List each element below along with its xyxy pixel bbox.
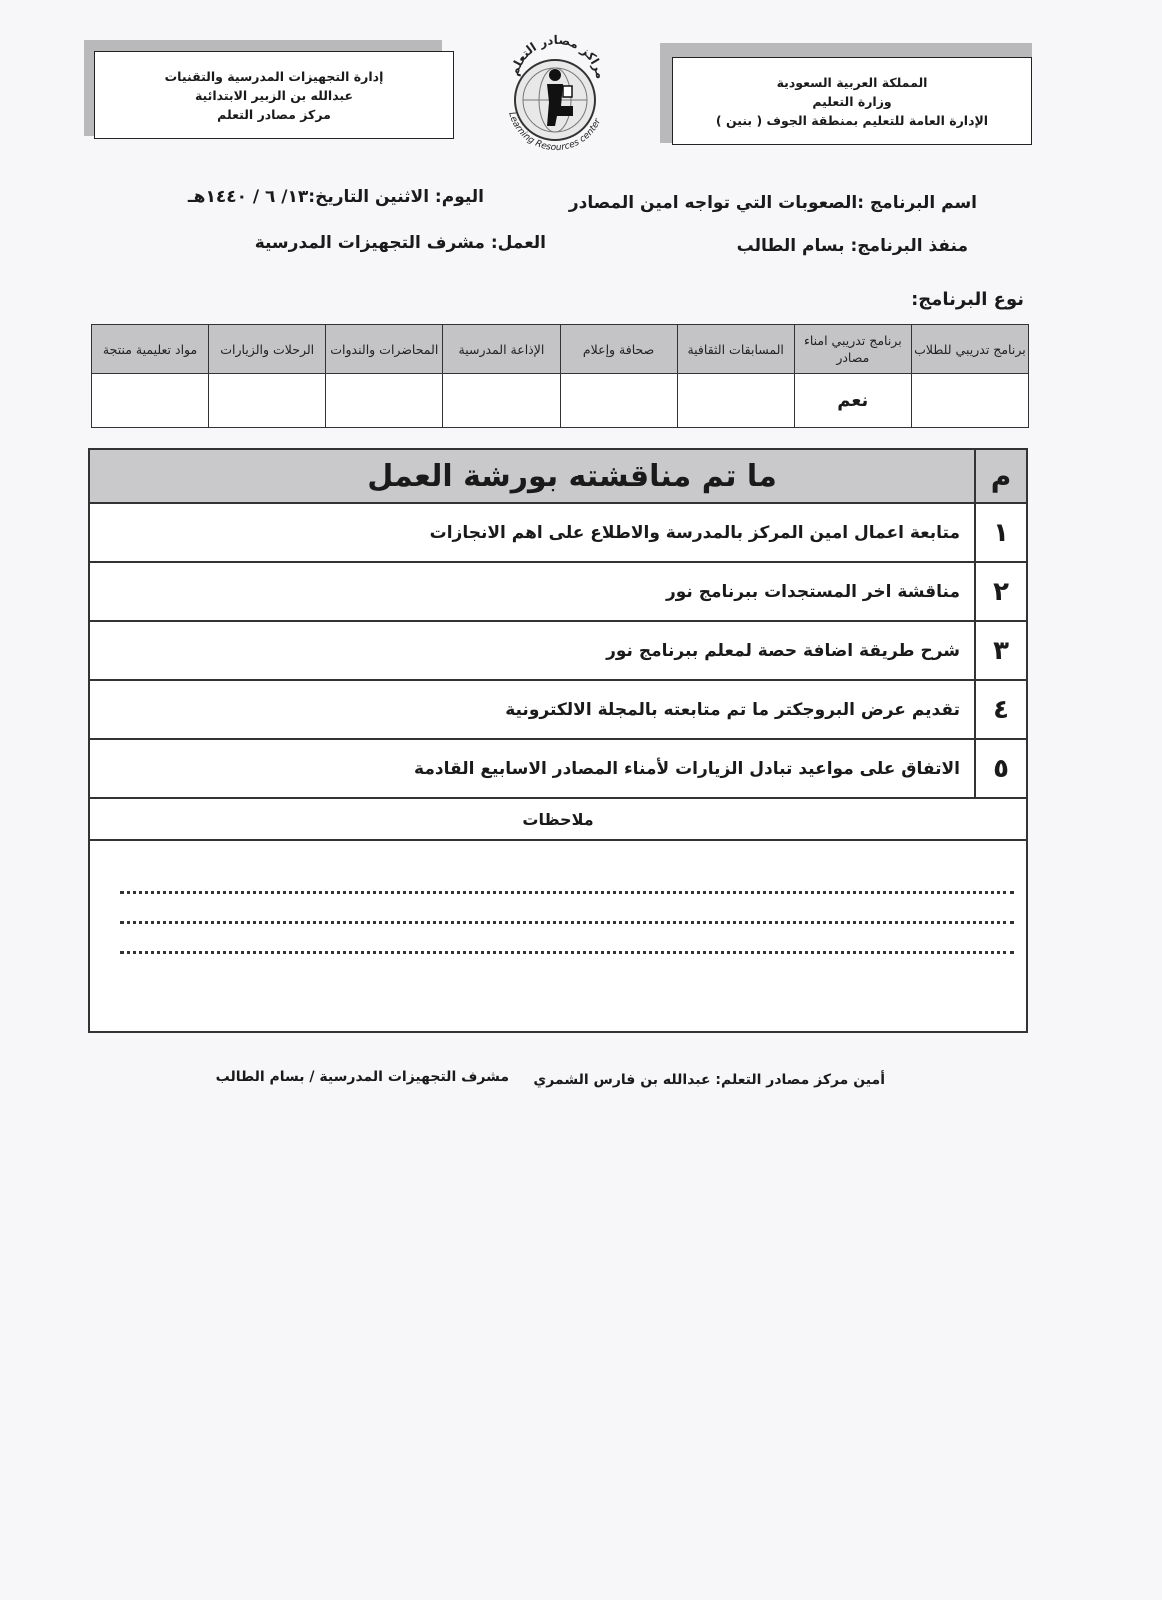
program-type-label: نوع البرنامج: xyxy=(911,289,1024,310)
notes-header: ملاحظات xyxy=(90,799,1026,841)
day-date: اليوم: الاثنين التاريخ:١٣/ ٦ / ١٤٤٠هـ xyxy=(187,187,484,207)
notes-line xyxy=(120,951,1014,954)
agenda-item xyxy=(90,622,1026,681)
type-header-produced-materials: مواد تعليمية منتجة xyxy=(92,325,209,374)
agenda-item-text: الاتفاق على مواعيد تبادل الزيارات لأمناء المصادر الاسابيع القادمة xyxy=(414,758,960,779)
header-right-box xyxy=(672,57,1032,145)
type-header-press-media: صحافة وإعلام xyxy=(560,325,677,374)
program-types-value-row xyxy=(92,374,1029,428)
type-header-lectures-seminars: المحاضرات والندوات xyxy=(326,325,443,374)
type-value-produced-materials xyxy=(92,374,209,428)
agenda-item-number: ٤ xyxy=(974,681,1026,738)
program-executor: منفذ البرنامج: بسام الطالب xyxy=(736,236,968,256)
center-keeper-signature: أمين مركز مصادر التعلم: عبدالله بن فارس الشمري xyxy=(533,1072,885,1088)
agenda-item xyxy=(90,563,1026,622)
workshop-agenda-table xyxy=(88,448,1028,1033)
program-types-header-row xyxy=(92,325,1029,374)
agenda-item-number: ٣ xyxy=(974,622,1026,679)
directorate-name: الإدارة العامة للتعليم بمنطقة الجوف ( بنين ) xyxy=(715,112,989,128)
executor-job: العمل: مشرف التجهيزات المدرسية xyxy=(254,233,546,253)
type-header-trips-visits: الرحلات والزيارات xyxy=(209,325,326,374)
logo-english-text: Learning Resources center xyxy=(506,110,604,154)
type-header-students-training: برنامج تدريبي للطلاب xyxy=(911,325,1028,374)
agenda-item-text: تقديم عرض البروجكتر ما تم متابعته بالمجلة الالكترونية xyxy=(505,699,960,720)
agenda-item-text: مناقشة اخر المستجدات ببرنامج نور xyxy=(665,581,960,602)
notes-area xyxy=(90,841,1026,1031)
learning-resources-logo xyxy=(503,22,611,160)
school-name: عبدالله بن الزبير الابتدائية xyxy=(194,87,354,103)
ministry-name: وزارة التعليم xyxy=(812,93,892,109)
agenda-item xyxy=(90,740,1026,799)
agenda-item-text: شرح طريقة اضافة حصة لمعلم ببرنامج نور xyxy=(606,640,960,661)
agenda-title-row xyxy=(90,450,1026,504)
type-header-cultural-competitions: المسابقات الثقافية xyxy=(677,325,794,374)
agenda-number-header: م xyxy=(974,450,1026,502)
agenda-item-number: ٢ xyxy=(974,563,1026,620)
type-value-students-training xyxy=(911,374,1028,428)
type-value-trips-visits xyxy=(209,374,326,428)
type-header-school-radio: الإذاعة المدرسية xyxy=(443,325,560,374)
notes-line xyxy=(120,891,1014,894)
agenda-item xyxy=(90,504,1026,563)
type-value-school-radio xyxy=(443,374,560,428)
agenda-item-number: ٥ xyxy=(974,740,1026,797)
department-name: إدارة التجهيزات المدرسية والتقنيات xyxy=(164,68,384,84)
type-value-cultural-competitions xyxy=(677,374,794,428)
agenda-item-text: متابعة اعمال امين المركز بالمدرسة والاطلاع على اهم الانجازات xyxy=(429,522,960,543)
kingdom-name: المملكة العربية السعودية xyxy=(776,74,928,90)
program-types-table xyxy=(91,324,1029,428)
program-name: اسم البرنامج :الصعوبات التي تواجه امين المصادر xyxy=(568,193,977,213)
agenda-item-number: ١ xyxy=(974,504,1026,561)
type-value-librarians-training: نعم xyxy=(794,374,911,428)
agenda-item xyxy=(90,681,1026,740)
header-left-box xyxy=(94,51,454,139)
supervisor-signature: مشرف التجهيزات المدرسية / بسام الطالب xyxy=(215,1069,509,1085)
logo-arabic-text: مراكز مصادر التعلم xyxy=(506,32,608,81)
type-value-lectures-seminars xyxy=(326,374,443,428)
agenda-title: ما تم مناقشته بورشة العمل xyxy=(367,458,777,494)
type-value-press-media xyxy=(560,374,677,428)
center-name: مركز مصادر التعلم xyxy=(217,106,331,122)
notes-line xyxy=(120,921,1014,924)
type-header-librarians-training: برنامج تدريبي امناء مصادر xyxy=(794,325,911,374)
